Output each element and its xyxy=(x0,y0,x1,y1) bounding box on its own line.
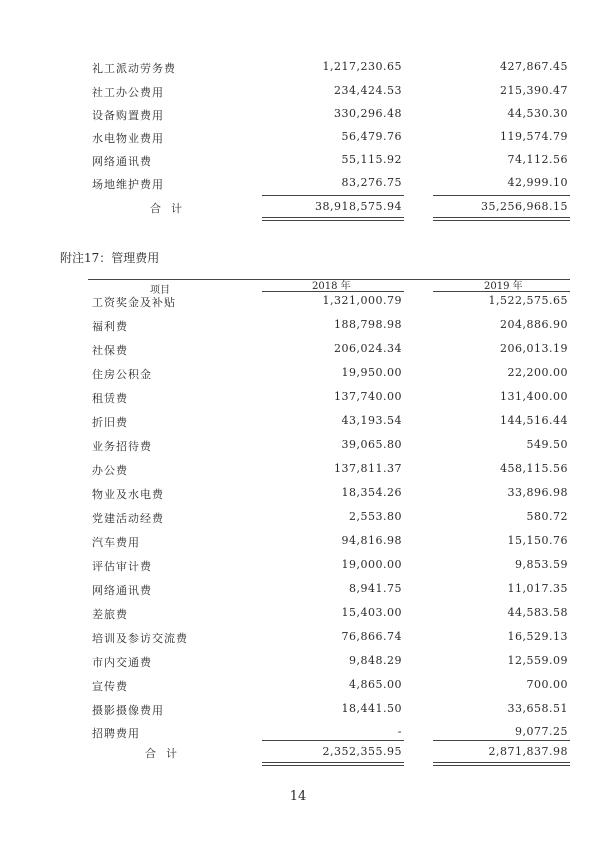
value-2019: 42,999.10 xyxy=(507,176,568,189)
row-label: 网络通讯费 xyxy=(92,155,152,168)
row-label: 党建活动经费 xyxy=(92,512,164,525)
section-title: 附注17：管理费用 xyxy=(60,251,160,265)
row-label: 摄影摄像费用 xyxy=(92,704,164,717)
total-2018: 2,352,355.95 xyxy=(322,745,402,758)
table-row xyxy=(0,582,596,602)
table-row xyxy=(0,130,596,150)
total-double-rule-2018b xyxy=(262,220,404,221)
value-2019: 206,013.19 xyxy=(500,342,568,355)
value-2019: 427,867.45 xyxy=(500,60,568,73)
row-label: 场地维护费用 xyxy=(92,178,164,191)
subtotal-rule-2019 xyxy=(433,195,570,196)
total-label: 合计 xyxy=(145,747,187,760)
value-2018: 83,276.75 xyxy=(341,176,402,189)
value-2018: 19,000.00 xyxy=(341,558,402,571)
row-label: 设备购置费用 xyxy=(92,109,164,122)
value-2019: 33,658.51 xyxy=(507,702,568,715)
value-2019: 9,853.59 xyxy=(515,558,568,571)
row-label: 水电物业费用 xyxy=(92,132,164,145)
table-row xyxy=(0,107,596,127)
value-2019: 44,583.58 xyxy=(507,606,568,619)
value-2018: 56,479.76 xyxy=(341,130,402,143)
value-2018: 9,848.29 xyxy=(349,654,402,667)
value-2018: 8,941.75 xyxy=(349,582,402,595)
row-label: 汽车费用 xyxy=(92,536,140,549)
row-label: 社工办公费用 xyxy=(92,86,164,99)
table-row xyxy=(0,318,596,338)
value-2018: 188,798.98 xyxy=(334,318,402,331)
value-2018: 137,740.00 xyxy=(334,390,402,403)
total-label: 合计 xyxy=(150,202,192,215)
value-2019: 144,516.44 xyxy=(500,414,568,427)
table-row xyxy=(0,534,596,554)
value-2019: 204,886.90 xyxy=(500,318,568,331)
row-label: 礼工派动劳务费 xyxy=(92,62,176,75)
value-2019: 215,390.47 xyxy=(500,84,568,97)
value-2019: 15,150.76 xyxy=(507,534,568,547)
value-2019: 131,400.00 xyxy=(500,390,568,403)
table-row xyxy=(0,60,596,80)
table-row xyxy=(0,84,596,104)
table-row xyxy=(0,342,596,362)
value-2018: 94,816.98 xyxy=(341,534,402,547)
value-2018: 1,217,230.65 xyxy=(322,60,402,73)
table-row xyxy=(0,176,596,196)
table-row xyxy=(0,294,596,314)
value-2018: 18,441.50 xyxy=(341,702,402,715)
total-2018: 38,918,575.94 xyxy=(315,200,402,213)
value-2019: 22,200.00 xyxy=(507,366,568,379)
value-2018: 15,403.00 xyxy=(341,606,402,619)
table-row xyxy=(0,510,596,530)
header-item: 项目 xyxy=(150,285,170,296)
total-2019: 35,256,968.15 xyxy=(481,200,568,213)
table-row xyxy=(0,462,596,482)
row-label: 宣传费 xyxy=(92,680,128,693)
subtotal-rule-2019 xyxy=(433,740,570,741)
row-label: 物业及水电费 xyxy=(92,488,164,501)
page-number: 14 xyxy=(289,789,307,804)
value-2019: 119,574.79 xyxy=(500,130,568,143)
total-double-rule-2019b xyxy=(433,220,570,221)
subtotal-rule-2018 xyxy=(262,740,404,741)
value-2018: 234,424.53 xyxy=(334,84,402,97)
total-double-rule-2019 xyxy=(433,762,570,763)
table-row xyxy=(0,702,596,722)
row-label: 折旧费 xyxy=(92,416,128,429)
value-2018: 1,321,000.79 xyxy=(322,294,402,307)
value-2018: 206,024.34 xyxy=(334,342,402,355)
row-label: 租赁费 xyxy=(92,392,128,405)
value-2018: 55,115.92 xyxy=(341,153,402,166)
value-2019: 700.00 xyxy=(526,678,568,691)
value-2019: 458,115.56 xyxy=(500,462,568,475)
value-2019: 33,896.98 xyxy=(507,486,568,499)
value-2018: - xyxy=(397,725,402,738)
header-bottom-rule-2019 xyxy=(433,291,570,292)
table-row xyxy=(0,725,596,745)
value-2018: 4,865.00 xyxy=(349,678,402,691)
table-row xyxy=(0,414,596,434)
row-label: 福利费 xyxy=(92,320,128,333)
table-row xyxy=(0,153,596,173)
value-2019: 44,530.30 xyxy=(507,107,568,120)
value-2019: 580.72 xyxy=(526,510,568,523)
header-2018: 2018 年 xyxy=(312,281,351,292)
value-2019: 16,529.13 xyxy=(507,630,568,643)
row-label: 业务招待费 xyxy=(92,440,152,453)
table-row xyxy=(0,366,596,386)
value-2018: 330,296.48 xyxy=(334,107,402,120)
header-2019: 2019 年 xyxy=(484,281,523,292)
total-double-rule-2018 xyxy=(262,762,404,763)
total-double-rule-2018 xyxy=(262,217,404,218)
row-label: 培训及参访交流费 xyxy=(92,632,188,645)
value-2018: 43,193.54 xyxy=(341,414,402,427)
table-row xyxy=(0,630,596,650)
value-2019: 9,077.25 xyxy=(515,725,568,738)
table-row xyxy=(0,654,596,674)
value-2018: 137,811.37 xyxy=(334,462,402,475)
row-label: 差旅费 xyxy=(92,608,128,621)
header-bottom-rule-2018 xyxy=(262,291,404,292)
value-2018: 76,866.74 xyxy=(341,630,402,643)
table-row xyxy=(0,606,596,626)
table-row xyxy=(0,486,596,506)
value-2018: 2,553.80 xyxy=(349,510,402,523)
row-label: 招聘费用 xyxy=(92,727,140,740)
value-2019: 11,017.35 xyxy=(507,582,568,595)
value-2019: 1,522,575.65 xyxy=(488,294,568,307)
row-label: 社保费 xyxy=(92,344,128,357)
row-label: 住房公积金 xyxy=(92,368,152,381)
row-label: 工资奖金及补贴 xyxy=(92,296,176,309)
total-2019: 2,871,837.98 xyxy=(488,745,568,758)
value-2019: 12,559.09 xyxy=(507,654,568,667)
table-row xyxy=(0,390,596,410)
value-2019: 74,112.56 xyxy=(507,153,568,166)
total-double-rule-2019b xyxy=(433,765,570,766)
row-label: 办公费 xyxy=(92,464,128,477)
row-label: 评估审计费 xyxy=(92,560,152,573)
row-label: 网络通讯费 xyxy=(92,584,152,597)
subtotal-rule-2018 xyxy=(262,195,404,196)
table-row xyxy=(0,558,596,578)
table-row xyxy=(0,438,596,458)
total-double-rule-2019 xyxy=(433,217,570,218)
value-2018: 39,065.80 xyxy=(341,438,402,451)
table-row xyxy=(0,678,596,698)
value-2018: 18,354.26 xyxy=(341,486,402,499)
total-double-rule-2018b xyxy=(262,765,404,766)
value-2019: 549.50 xyxy=(526,438,568,451)
row-label: 市内交通费 xyxy=(92,656,152,669)
value-2018: 19,950.00 xyxy=(341,366,402,379)
